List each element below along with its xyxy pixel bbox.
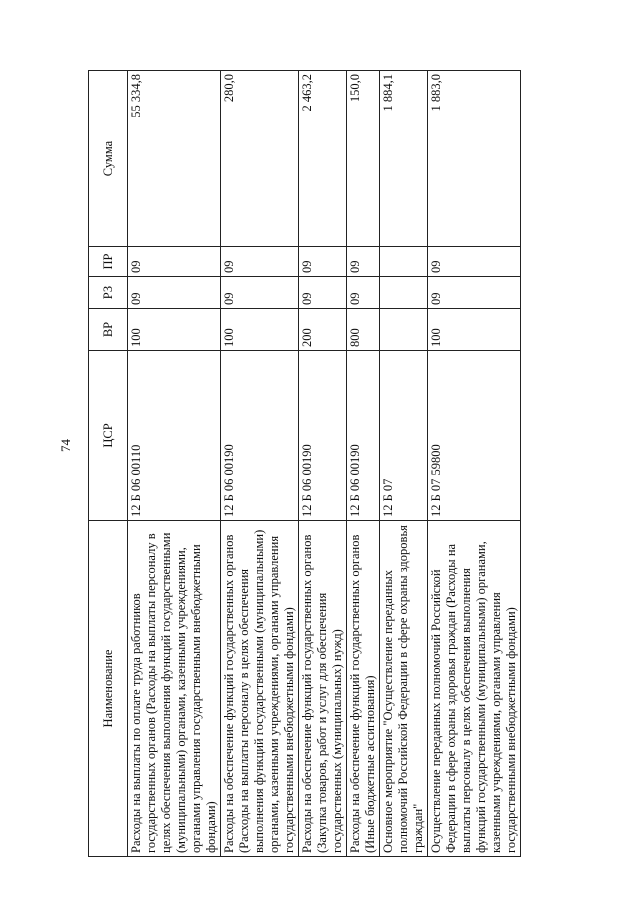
cell-pr: 09 <box>299 247 347 277</box>
cell-name: Расходы на обеспечение функций государственных органов (Закупка товаров, работ и услуг для обеспечения государственных (муниципальных) нужд) <box>299 521 347 857</box>
cell-rz: 09 <box>347 277 380 309</box>
cell-rz: 09 <box>128 277 221 309</box>
header-pr: ПР <box>89 247 128 277</box>
table-row <box>128 71 221 857</box>
cell-name: Основное мероприятие "Осуществление переданных полномочий Российской Федерации в сфере охраны здоровья граждан" <box>380 521 428 857</box>
header-vr: ВР <box>89 309 128 351</box>
table-row <box>347 71 380 857</box>
table-row <box>221 71 299 857</box>
cell-name: Расходы на обеспечение функций государственных органов (Расходы на выплаты персоналу в целях обеспечения выполнения функций государственными (муниципальными) органами, казенными учреждениями, органами управления государственными внебюджетными фондами) <box>221 521 299 857</box>
cell-csr: 12 Б 06 00190 <box>347 351 380 521</box>
cell-pr: 09 <box>347 247 380 277</box>
budget-table <box>88 70 521 857</box>
cell-sum: 55 334,8 <box>128 71 221 247</box>
table-header-row <box>89 71 128 857</box>
cell-vr: 100 <box>428 309 521 351</box>
header-sum: Сумма <box>89 71 128 247</box>
cell-rz: 09 <box>221 277 299 309</box>
cell-csr: 12 Б 06 00190 <box>299 351 347 521</box>
cell-csr: 12 Б 07 <box>380 351 428 521</box>
cell-rz <box>380 277 428 309</box>
cell-sum: 2 463,2 <box>299 71 347 247</box>
table-row <box>299 71 347 857</box>
cell-csr: 12 Б 06 00110 <box>128 351 221 521</box>
header-rz: РЗ <box>89 277 128 309</box>
table-row <box>380 71 428 857</box>
cell-pr: 09 <box>221 247 299 277</box>
cell-vr: 800 <box>347 309 380 351</box>
cell-name: Расходы на обеспечение функций государственных органов (Иные бюджетные ассигнования) <box>347 521 380 857</box>
cell-vr: 200 <box>299 309 347 351</box>
cell-name: Расходы на выплаты по оплате труда работников государственных органов (Расходы на выплаты персоналу в целях обеспечения выполнения функций государственными (муниципальными) органами, казенными учреждениями, органами управления государственными внебюджетными фондами) <box>128 521 221 857</box>
cell-sum: 150,0 <box>347 71 380 247</box>
cell-vr: 100 <box>128 309 221 351</box>
cell-pr: 09 <box>128 247 221 277</box>
cell-csr: 12 Б 07 59800 <box>428 351 521 521</box>
cell-pr <box>380 247 428 277</box>
cell-csr: 12 Б 06 00190 <box>221 351 299 521</box>
rotated-page-content <box>88 71 572 857</box>
cell-pr: 09 <box>428 247 521 277</box>
header-name: Наименование <box>89 521 128 857</box>
page-number: 74 <box>58 439 73 452</box>
cell-vr: 100 <box>221 309 299 351</box>
cell-sum: 1 884,1 <box>380 71 428 247</box>
cell-sum: 1 883,0 <box>428 71 521 247</box>
cell-sum: 280,0 <box>221 71 299 247</box>
table-row <box>428 71 521 857</box>
cell-rz: 09 <box>299 277 347 309</box>
header-csr: ЦСР <box>89 351 128 521</box>
cell-rz: 09 <box>428 277 521 309</box>
cell-name: Осуществление переданных полномочий Российской Федерации в сфере охраны здоровья граждан (Расходы на выплаты персоналу в целях обеспечения выполнения функций государственными (муниципальными) органами, казенными учреждениями, органами управления государственными внебюджетными фондами) <box>428 521 521 857</box>
cell-vr <box>380 309 428 351</box>
